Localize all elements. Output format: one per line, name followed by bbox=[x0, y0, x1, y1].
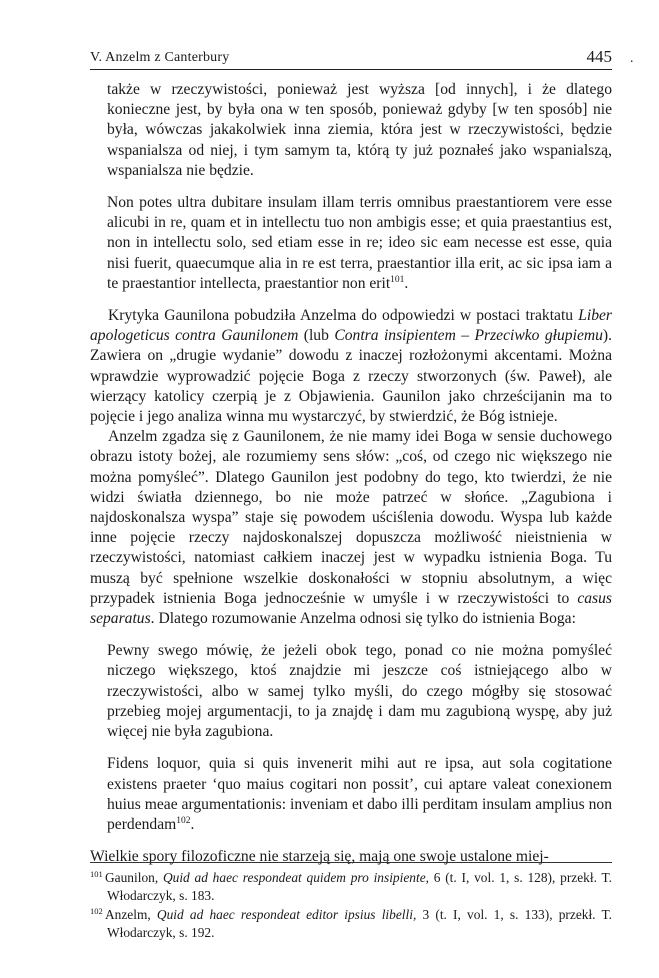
footnote-author: Gaunilon, bbox=[105, 870, 163, 885]
footnote-citation: , 3 (t. I, vol. 1, s. 133), przekł. T. Włodarczyk, s. 192. bbox=[107, 907, 612, 940]
footnote-author: Anzelm, bbox=[105, 907, 157, 922]
term-casus-separatus: casus separatus bbox=[90, 589, 612, 628]
title-contra-insipientem: Contra insipientem – Przeciwko głupiemu bbox=[334, 327, 603, 345]
footnote-ref-102[interactable]: 102 bbox=[176, 815, 191, 826]
quote-polish-1-text: także w rzeczywistości, ponieważ jest wyższa [od innych], i że dlatego konieczne jest, by była ona w ten sposób, ponieważ gdyby [w ten sposób] nie była, wówczas jakakolwiek inna ziemia, która jest w rzeczywistości, będzie wspanialsza od niej, i tym samym ta, którą ty już poznałeś jako wspanialszą, wspanialsza nie będzie. bbox=[107, 81, 612, 179]
paragraph-agreement-part1: Anzelm zgadza się z Gaunilonem, że nie mamy idei Boga w sensie duchowego obrazu istoty bożej, ale rozumiemy sens słów: „coś, od czego nic większego nie można pomyśleć”. Dlatego Gaunilon jest podobny do tego, kto twierdzi, że nie widzi światła dziennego, bo nie może patrzeć w słońce. „Zagubiona i najdoskonalsza wyspa” staje się powodem uściślenia dowodu. Wyspa lub każde inne pojęcie rzeczy najdoskonalszej dopuszcza możliwość nieistnienia w rzeczywistości, natomiast całkiem inaczej jest w wypadku istnienia Boga. Tu muszą być spełnione wszelkie doskonałości w stopniu absolutnym, a więc przypadek istnienia Boga jednocześnie w umyśle i w rzeczywistości to bbox=[90, 428, 612, 607]
paragraph-critique bbox=[90, 306, 612, 427]
paragraph-agreement bbox=[90, 427, 612, 629]
quote-polish-2 bbox=[107, 641, 612, 742]
footnote-citation: , 6 (t. I, vol. 1, s. 128), przekł. T. Włodarczyk, s. 183. bbox=[107, 870, 613, 903]
quote-polish-1 bbox=[107, 80, 612, 181]
paragraph-critique-part2: (lub bbox=[298, 327, 335, 345]
page-header bbox=[90, 47, 634, 70]
footnote-102: 102 Anzelm, Quid ad haec respondeat editor ipsius libelli, 3 (t. I, vol. 1, s. 133), przekł. T. Włodarczyk, s. 192. bbox=[90, 906, 612, 940]
quote-latin-1: Non potes ultra dubitare insulam illam terris omnibus praestantiorem vere esse alicubi in re, quam et in intellectu tuo non ambigis esse; et quia praestantius est, non in intellectu solo, sed etiam esse in re; ideo sic eam necesse est esse, quia nisi fuerit, quaecumque alia in re est terra, praestantior illa erit, ac sic ipsa iam a te praestantior intellecta, praestantior non erit$^{101}$. bbox=[107, 194, 612, 292]
paragraph-agreement-part2: . Dlatego rozumowanie Anzelma odnosi się tylko do istnienia Boga: bbox=[150, 610, 576, 628]
footnote-divider bbox=[90, 862, 612, 863]
page-number: 445 bbox=[586, 47, 612, 66]
quote-latin-1-text: Non potes ultra dubitare insulam illam terris omnibus praestantiorem vere esse alicubi in re, quam et in intellectu tuo non ambigis esse; et quia praestantius est, non in intellectu solo, sed etiam esse in re; ideo sic eam necesse est esse, quia nisi fuerit, quaecumque alia in re est terra, praestantior illa erit, ac sic ipsa iam a te praestantior intellecta, praestantior non erit bbox=[107, 194, 612, 292]
footnote-title: Quid ad haec respondeat quidem pro insipiente bbox=[162, 870, 426, 885]
running-title: V. Anzelm z Canterbury bbox=[90, 50, 230, 65]
quote-polish-2-text: Pewny swego mówię, że jeżeli obok tego, ponad co nie można pomyśleć niczego większego, ktoś znajdzie mi jeszcze coś istniejącego albo w rzeczywistości, albo w samej tylko myśli, do czego mógłby się stosować przebieg mojej argumentacji, to ja znajdę i dam mu zagubioną wyspę, aby już więcej nie była zagubiona. bbox=[107, 642, 612, 741]
footnotes bbox=[90, 869, 612, 943]
footnote-ref-101[interactable]: 101 bbox=[390, 274, 405, 285]
footnote-title: Quid ad haec respondeat editor ipsius libelli bbox=[156, 907, 413, 922]
paragraph-critique-part3: ). Zawiera on „drugie wydanie” dowodu z inaczej rozłożonymi akcentami. Można wprawdzie wyprowadzić pojęcie Boga z rzeczy stworzonych (św. Paweł), ale wierzący katolicy czerpią je z Objawienia. Gaunilon jako chrześcijanin ma to pojęcie i jego analiza winna mu wystarczyć, by stwierdzić, że Bóg istnieje. bbox=[90, 327, 613, 426]
stray-mark: · bbox=[629, 55, 634, 70]
quote-latin-2: Fidens loquor, quia si quis invenerit mihi aut re ipsa, aut sola cogitatione existens praeter ‘quo maius cogitari non possit’, cui aptare valeat conexionem huius meae argumentationis: inveniam et dabo illi perditam insulam amplius non perdendam$^{102}$. bbox=[107, 755, 612, 833]
main-text bbox=[90, 80, 612, 867]
title-liber-apologeticus: Liber apologeticus contra Gaunilonem bbox=[90, 307, 612, 345]
paragraph-critique-part1: Krytyka Gaunilona pobudziła Anzelma do odpowiedzi w postaci traktatu bbox=[108, 307, 579, 325]
footnote-101: 101 Gaunilon, Quid ad haec respondeat quidem pro insipiente, 6 (t. I, vol. 1, s. 128), przekł. T. Włodarczyk, s. 183. bbox=[90, 869, 613, 903]
quote-latin-2-text: Fidens loquor, quia si quis invenerit mihi aut re ipsa, aut sola cogitatione existens praeter ‘quo maius cogitari non possit’, cui aptare valeat conexionem huius meae argumentationis: inveniam et dabo illi perditam insulam amplius non perdendam bbox=[107, 755, 612, 833]
paragraph-disputes: Wielkie spory filozoficzne nie starzeją się, mają one swoje ustalone miej- bbox=[90, 848, 549, 866]
